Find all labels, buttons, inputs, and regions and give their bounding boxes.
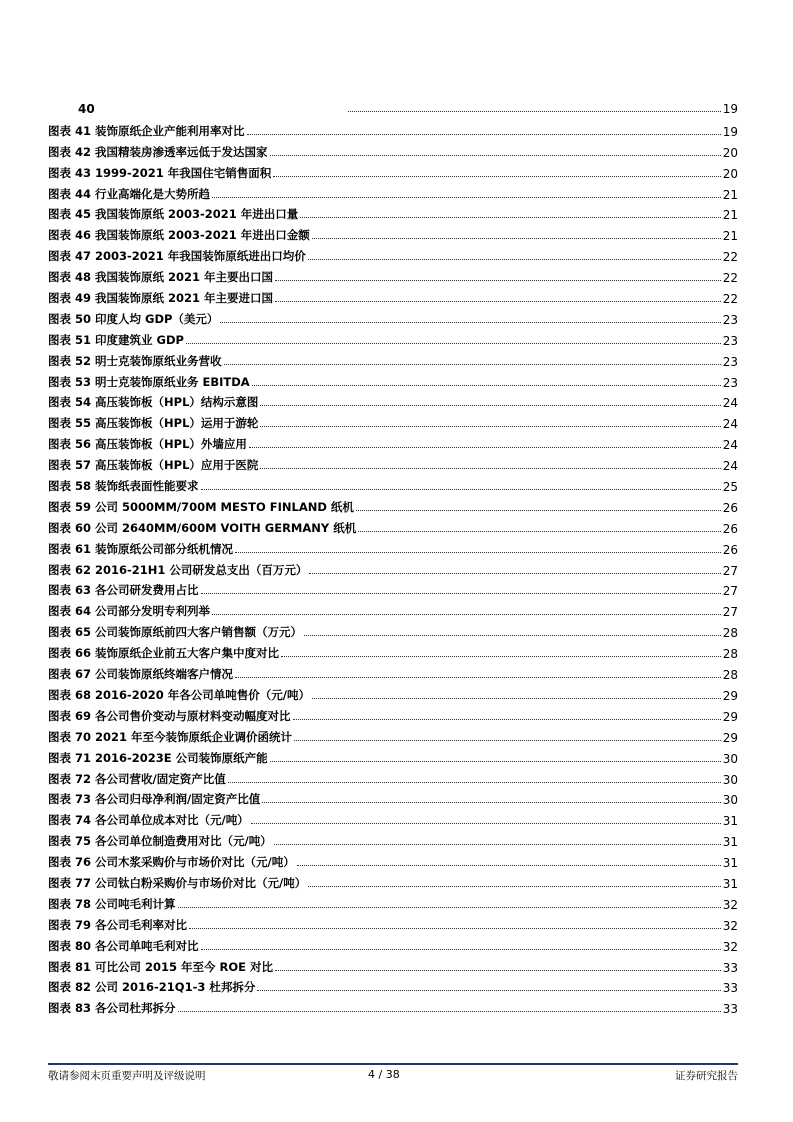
dot-leader [270, 154, 721, 156]
dot-leader [260, 467, 720, 469]
toc-entry[interactable] [48, 995, 738, 1016]
toc-entry[interactable] [48, 619, 738, 640]
toc-entry-title: 图表 75 各公司单位制造费用对比（元/吨） [48, 834, 272, 849]
dot-leader [224, 363, 721, 365]
toc-entry-page: 19 [722, 102, 738, 116]
toc-entry-title: 图表 61 装饰原纸公司部分纸机情况 [48, 541, 234, 556]
toc-entry-page: 26 [722, 500, 738, 515]
dot-leader [235, 676, 721, 678]
dot-leader [212, 196, 721, 198]
toc-entry[interactable] [48, 766, 738, 787]
toc-entry-title: 图表 71 2016-2023E 公司装饰原纸产能 [48, 750, 268, 765]
toc-entry[interactable] [48, 745, 738, 766]
toc-entry-title: 图表 81 可比公司 2015 年至今 ROE 对比 [48, 959, 274, 974]
toc-entry-page: 23 [722, 354, 738, 369]
dot-leader [201, 592, 721, 594]
dot-leader [260, 404, 720, 406]
toc-entry-title: 图表 70 2021 年至今装饰原纸企业调价函统计 [48, 729, 293, 744]
dot-leader [262, 801, 721, 803]
dot-leader [358, 530, 720, 532]
toc-entry-page: 29 [722, 730, 738, 745]
dot-leader [312, 237, 721, 239]
toc-entry-page: 30 [722, 772, 738, 787]
toc-entry[interactable] [48, 160, 738, 181]
dot-leader [249, 446, 721, 448]
toc-entry[interactable] [48, 787, 738, 808]
toc-entry-page: 23 [722, 312, 738, 327]
toc-entry-page: 23 [722, 375, 738, 390]
toc-entry[interactable] [48, 975, 738, 996]
dot-leader [273, 175, 720, 177]
toc-entry-title: 图表 48 我国装饰原纸 2021 年主要出口国 [48, 270, 274, 285]
toc-entry[interactable] [48, 807, 738, 828]
dot-leader [304, 634, 721, 636]
toc-entry[interactable] [48, 891, 738, 912]
dot-leader [228, 781, 721, 783]
toc-entry-title: 图表 43 1999-2021 年我国住宅销售面积 [48, 165, 272, 180]
toc-entry-title: 图表 54 高压装饰板（HPL）结构示意图 [48, 395, 259, 410]
toc-entry-title: 图表 69 各公司售价变动与原材料变动幅度对比 [48, 708, 291, 723]
toc-entry-page: 21 [722, 229, 738, 244]
toc-entry[interactable] [48, 181, 738, 202]
dot-leader [308, 258, 721, 260]
page-footer [48, 1068, 738, 1084]
toc-entry-page: 33 [722, 1002, 738, 1017]
toc-entry[interactable] [48, 452, 738, 473]
toc-entry-title: 图表 58 装饰纸表面性能要求 [48, 479, 199, 494]
dot-leader [293, 718, 721, 720]
toc-entry-continued[interactable] [48, 98, 738, 116]
toc-entry-page: 23 [722, 333, 738, 348]
table-of-figures [48, 118, 738, 1016]
toc-entry-title: 图表 59 公司 5000MM/700M MESTO FINLAND 纸机 [48, 499, 354, 514]
toc-entry-title: 图表 78 公司吨毛利计算 [48, 896, 176, 911]
toc-entry-page: 27 [722, 584, 738, 599]
toc-entry-page: 19 [722, 124, 738, 139]
page-number: 4 / 38 [368, 1068, 400, 1081]
toc-entry-title: 图表 65 公司装饰原纸前四大客户销售额（万元） [48, 625, 303, 640]
toc-entry[interactable] [48, 724, 738, 745]
dot-leader [297, 864, 721, 866]
toc-entry-page: 32 [722, 897, 738, 912]
toc-entry-page: 33 [722, 960, 738, 975]
dot-leader [186, 342, 721, 344]
toc-entry-title: 图表 44 行业高端化是大势所趋 [48, 186, 211, 201]
toc-entry-page: 21 [722, 208, 738, 223]
toc-entry-page: 24 [722, 459, 738, 474]
toc-entry-page: 28 [722, 647, 738, 662]
toc-entry-title: 图表 80 各公司单吨毛利对比 [48, 938, 199, 953]
dot-leader [274, 843, 721, 845]
dot-leader [348, 110, 721, 112]
toc-entry-page: 28 [722, 668, 738, 683]
toc-entry-title: 图表 57 高压装饰板（HPL）应用于医院 [48, 458, 259, 473]
toc-entry-page: 32 [722, 939, 738, 954]
toc-entry-title: 图表 47 2003-2021 年我国装饰原纸进出口均价 [48, 249, 306, 264]
toc-entry-number: 40 [78, 102, 95, 116]
dot-leader [308, 885, 721, 887]
toc-entry-page: 31 [722, 876, 738, 891]
toc-entry-page: 24 [722, 417, 738, 432]
toc-entry[interactable] [48, 410, 738, 431]
toc-entry-page: 22 [722, 250, 738, 265]
toc-entry[interactable] [48, 954, 738, 975]
toc-entry-title: 图表 66 装饰原纸企业前五大客户集中度对比 [48, 646, 280, 661]
toc-entry-title: 图表 56 高压装饰板（HPL）外墙应用 [48, 437, 247, 452]
toc-entry-title: 图表 45 我国装饰原纸 2003-2021 年进出口量 [48, 207, 299, 222]
dot-leader [189, 927, 721, 929]
toc-entry[interactable] [48, 348, 738, 369]
dot-leader [300, 216, 720, 218]
dot-leader [270, 760, 721, 762]
toc-entry[interactable] [48, 661, 738, 682]
toc-entry[interactable] [48, 285, 738, 306]
toc-entry-page: 29 [722, 709, 738, 724]
toc-entry[interactable] [48, 557, 738, 578]
toc-entry-page: 25 [722, 480, 738, 495]
toc-entry-page: 33 [722, 981, 738, 996]
dot-leader [257, 989, 720, 991]
footer-divider [48, 1063, 738, 1065]
toc-entry[interactable] [48, 473, 738, 494]
toc-entry-title: 图表 77 公司钛白粉采购价与市场价对比（元/吨） [48, 875, 307, 890]
toc-entry-page: 31 [722, 814, 738, 829]
toc-entry[interactable] [48, 849, 738, 870]
dot-leader [260, 425, 720, 427]
toc-entry-title: 图表 79 各公司毛利率对比 [48, 917, 188, 932]
dot-leader [220, 321, 720, 323]
toc-entry[interactable] [48, 598, 738, 619]
toc-entry[interactable] [48, 933, 738, 954]
toc-entry-title: 图表 62 2016-21H1 公司研发总支出（百万元） [48, 562, 308, 577]
toc-entry-page: 30 [722, 793, 738, 808]
toc-entry-page: 31 [722, 835, 738, 850]
dot-leader [178, 1010, 721, 1012]
dot-leader [294, 739, 721, 741]
toc-entry-title: 图表 42 我国精装房渗透率远低于发达国家 [48, 144, 268, 159]
dot-leader [247, 133, 721, 135]
toc-entry[interactable] [48, 828, 738, 849]
toc-entry-title: 图表 41 装饰原纸企业产能利用率对比 [48, 123, 245, 138]
toc-entry-page: 31 [722, 856, 738, 871]
toc-entry-page: 32 [722, 918, 738, 933]
toc-entry-title: 图表 53 明士克装饰原纸业务 EBITDA [48, 374, 250, 389]
toc-entry-title: 图表 82 公司 2016-21Q1-3 杜邦拆分 [48, 980, 256, 995]
toc-entry-title: 图表 64 公司部分发明专利列举 [48, 604, 211, 619]
toc-entry-page: 20 [722, 166, 738, 181]
toc-entry[interactable] [48, 431, 738, 452]
dot-leader [281, 655, 721, 657]
dot-leader [356, 509, 721, 511]
toc-entry[interactable] [48, 118, 738, 139]
toc-entry-title: 图表 51 印度建筑业 GDP [48, 332, 184, 347]
dot-leader [201, 948, 721, 950]
dot-leader [312, 697, 721, 699]
toc-entry-title: 图表 67 公司装饰原纸终端客户情况 [48, 667, 234, 682]
toc-entry-title: 图表 68 2016-2020 年各公司单吨售价（元/吨） [48, 687, 310, 702]
toc-entry-title: 图表 52 明士克装饰原纸业务营收 [48, 353, 222, 368]
toc-entry-title: 图表 60 公司 2640MM/600M VOITH GERMANY 纸机 [48, 520, 357, 535]
toc-entry[interactable] [48, 640, 738, 661]
toc-entry-title: 图表 83 各公司杜邦拆分 [48, 1001, 176, 1016]
dot-leader [309, 572, 720, 574]
toc-entry-page: 29 [722, 688, 738, 703]
dot-leader [275, 279, 721, 281]
footer-disclaimer[interactable]: 敬请参阅末页重要声明及评级说明 [48, 1070, 206, 1082]
toc-entry[interactable] [48, 682, 738, 703]
dot-leader [275, 969, 721, 971]
dot-leader [235, 551, 721, 553]
toc-entry[interactable] [48, 306, 738, 327]
toc-entry[interactable] [48, 870, 738, 891]
dot-leader [252, 384, 721, 386]
toc-entry-page: 24 [722, 396, 738, 411]
toc-entry[interactable] [48, 578, 738, 599]
toc-entry[interactable] [48, 139, 738, 160]
toc-entry-page: 22 [722, 292, 738, 307]
toc-entry[interactable] [48, 703, 738, 724]
toc-entry[interactable] [48, 202, 738, 223]
toc-entry[interactable] [48, 515, 738, 536]
toc-entry-title: 图表 50 印度人均 GDP（美元） [48, 311, 219, 326]
toc-entry-page: 21 [722, 187, 738, 202]
dot-leader [275, 300, 721, 302]
toc-entry-page: 24 [722, 438, 738, 453]
dot-leader [212, 613, 721, 615]
dot-leader [251, 822, 721, 824]
toc-entry-title: 图表 72 各公司营收/固定资产比值 [48, 771, 226, 786]
toc-entry-page: 22 [722, 271, 738, 286]
toc-entry-title: 图表 49 我国装饰原纸 2021 年主要进口国 [48, 291, 274, 306]
toc-entry[interactable] [48, 369, 738, 390]
toc-entry[interactable] [48, 243, 738, 264]
toc-entry[interactable] [48, 912, 738, 933]
toc-entry-title: 图表 46 我国装饰原纸 2003-2021 年进出口金额 [48, 228, 310, 243]
toc-entry-title: 图表 73 各公司归母净利润/固定资产比值 [48, 792, 261, 807]
toc-entry-page: 28 [722, 626, 738, 641]
toc-entry[interactable] [48, 390, 738, 411]
toc-entry-title: 图表 76 公司木浆采购价与市场价对比（元/吨） [48, 855, 295, 870]
toc-entry[interactable] [48, 327, 738, 348]
toc-entry-title: 图表 55 高压装饰板（HPL）运用于游轮 [48, 416, 259, 431]
dot-leader [178, 906, 721, 908]
toc-entry-page: 27 [722, 605, 738, 620]
toc-entry-page: 20 [722, 145, 738, 160]
toc-entry[interactable] [48, 494, 738, 515]
toc-entry-title: 图表 63 各公司研发费用占比 [48, 583, 199, 598]
dot-leader [201, 488, 721, 490]
toc-entry[interactable] [48, 536, 738, 557]
toc-entry-page: 26 [722, 542, 738, 557]
toc-entry-title: 图表 74 各公司单位成本对比（元/吨） [48, 813, 249, 828]
toc-entry-page: 26 [722, 521, 738, 536]
toc-entry[interactable] [48, 264, 738, 285]
toc-entry-page: 30 [722, 751, 738, 766]
toc-entry[interactable] [48, 222, 738, 243]
toc-entry-page: 27 [722, 563, 738, 578]
report-type: 证券研究报告 [675, 1070, 738, 1082]
